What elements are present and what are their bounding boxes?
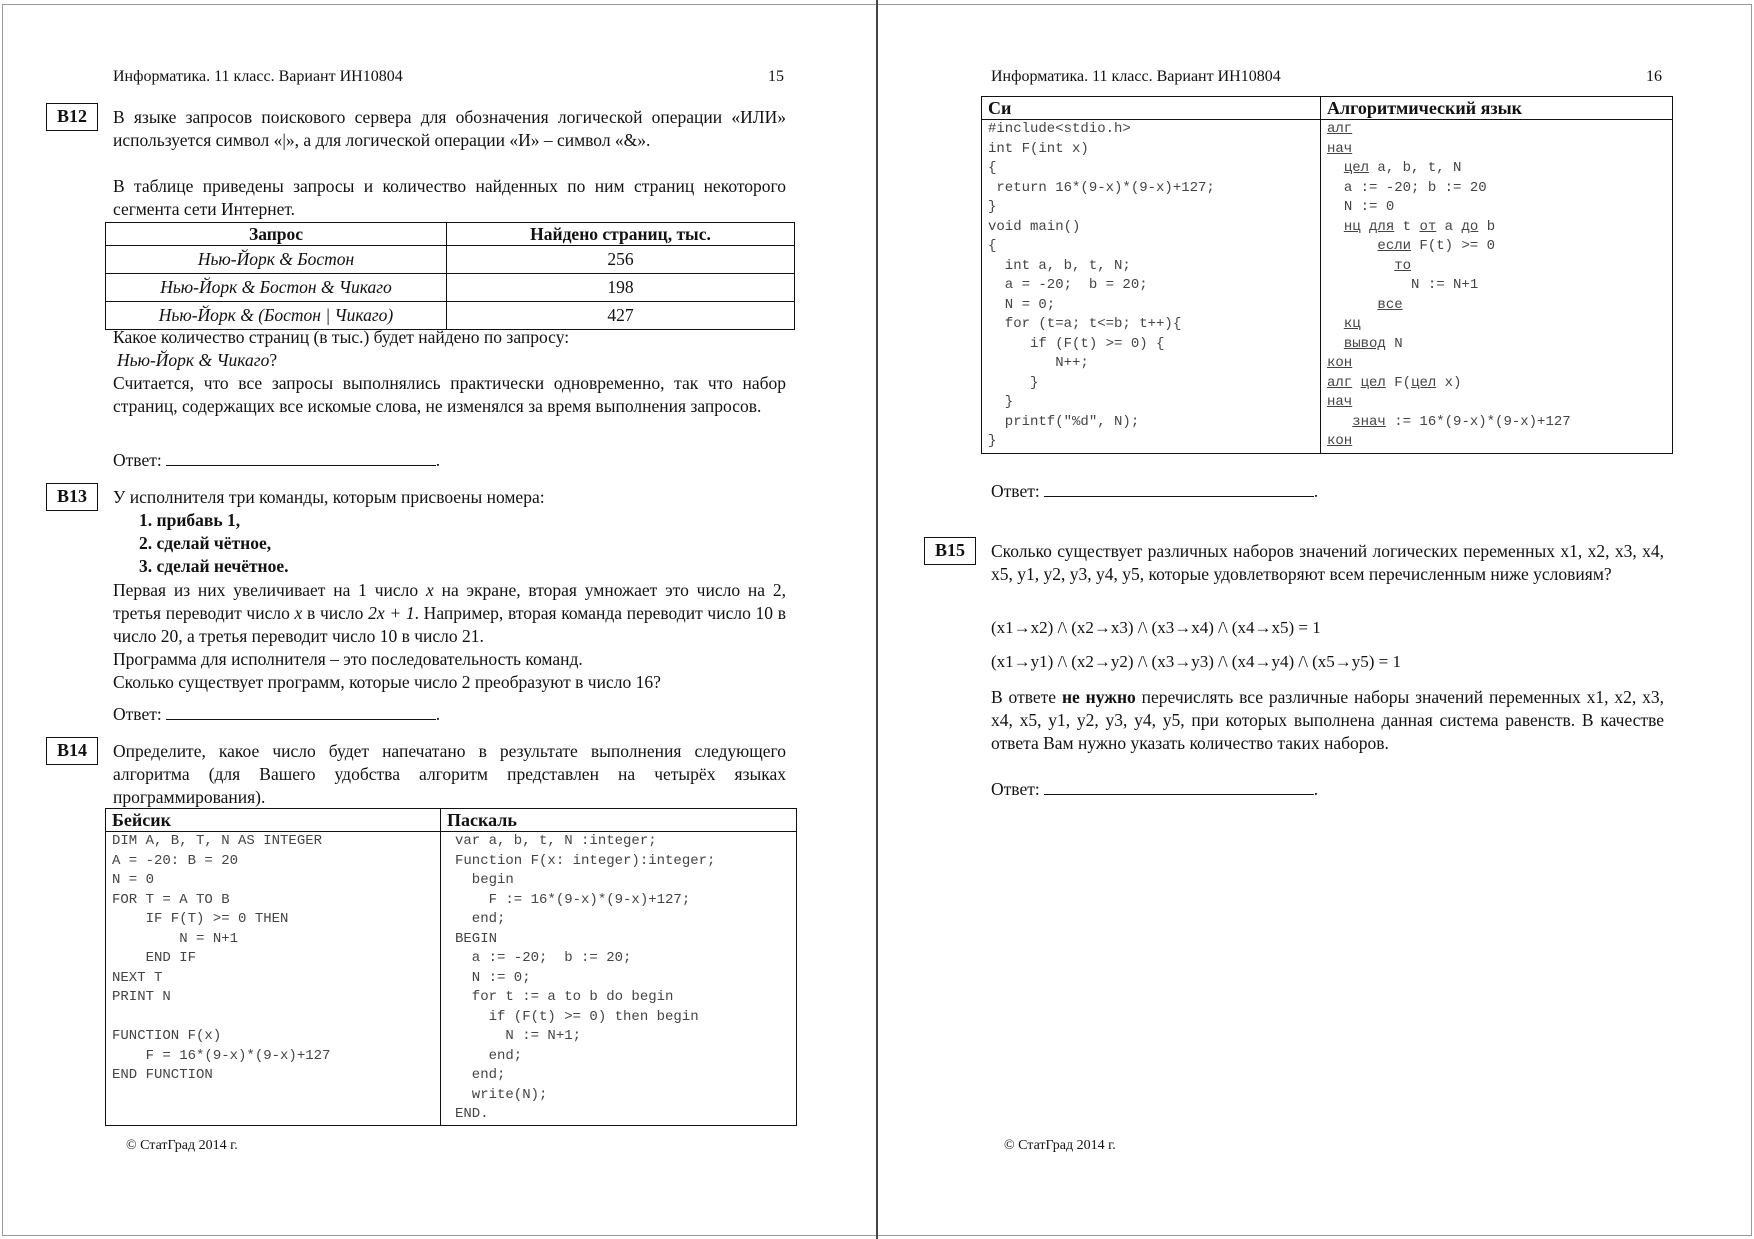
answer-end: .: [435, 704, 441, 724]
query-cell: Нью-Йорк & Бостон & Чикаго: [106, 274, 447, 302]
keyword: нач: [1327, 140, 1353, 157]
count-cell: 256: [447, 246, 795, 274]
header-title: Информатика. 11 класс. Вариант ИН10804: [991, 68, 1281, 85]
page-15: [0, 0, 876, 1239]
code-text: x): [1436, 374, 1462, 391]
keyword: то: [1394, 257, 1412, 274]
b12-query: [117, 349, 277, 372]
page-number: 16: [1646, 68, 1662, 85]
b13-formula: 2x + 1: [368, 603, 415, 623]
query-cell: Нью-Йорк & (Бостон | Чикаго): [106, 302, 447, 330]
answer-line[interactable]: [166, 705, 436, 720]
copyright: © СтатГрад 2014 г.: [126, 1138, 238, 1153]
code-text: := 16*(9-x)*(9-x)+127: [1385, 413, 1571, 430]
b12-question: Какое количество страниц (в тыс.) будет найдено по запросу:: [113, 327, 570, 347]
b15-answer: [991, 779, 1318, 800]
table-row: [106, 246, 795, 274]
keyword: до: [1461, 218, 1479, 235]
basic-code: DIM A, B, T, N AS INTEGER A = -20: B = 20 N = 0 FOR T = A TO B IF F(T) >= 0 THEN N = N+1 END IF NEXT T PRINT N FUNCTION F(x) F = 16*(9-x)*(9-x)+127 END FUNCTION: [106, 832, 441, 1126]
answer-line[interactable]: [1044, 780, 1314, 795]
table-row: [106, 274, 795, 302]
b13-command: 3. сделай нечётное.: [139, 556, 289, 576]
keyword: кц: [1343, 316, 1361, 332]
table-header-row: [106, 223, 795, 246]
code-text: F(: [1385, 374, 1412, 391]
b15-text: [991, 686, 1664, 755]
b15-emphasis: не нужно: [1061, 687, 1136, 707]
task-label-b14: B14: [46, 737, 98, 765]
b13-answer: [113, 704, 440, 725]
page-number: 15: [768, 68, 784, 85]
header-title: Информатика. 11 класс. Вариант ИН10804: [113, 68, 403, 85]
answer-end: .: [435, 450, 441, 470]
page-header: [113, 68, 403, 86]
keyword: цел: [1343, 160, 1370, 176]
answer-end: .: [1313, 481, 1319, 501]
count-cell: 198: [447, 274, 795, 302]
page-16: [878, 0, 1754, 1239]
b12-query-table: [105, 222, 795, 330]
b14-intro: Определите, какое число будет напечатано в результате выполнения следующего алгоритма (для Вашего удобства алгоритм представлен на четырёх языках программирования).: [113, 741, 786, 807]
b12-note: Считается, что все запросы выполнялись практически одновременно, так что набор страниц, содержащих все искомые слова, не изменялся за время выполнения запросов.: [113, 373, 786, 416]
b14-code-table-left: [105, 808, 797, 1126]
b13-desc-part: на экране, вторая умножает это число на 2, третья переводит число: [113, 580, 786, 623]
answer-end: .: [1313, 779, 1319, 799]
column-header: Найдено страниц, тыс.: [447, 223, 795, 246]
b15-equation-1: (x1→x2) /\ (x2→x3) /\ (x3→x4) /\ (x4→x5) = 1: [991, 618, 1321, 637]
b13-description: [113, 579, 786, 648]
table-row: [982, 120, 1673, 454]
b15-intro: Сколько существует различных наборов значений логических переменных x1, x2, x3, x4, x5, y1, y2, y3, y4, y5, которые удовлетворяют всем перечисленным ниже условиям?: [991, 541, 1664, 584]
code-text: F(t) >= 0: [1411, 238, 1496, 254]
pascal-code: var a, b, t, N :integer; Function F(x: integer):integer; begin F := 16*(9-x)*(9-x)+127; end; BEGIN a := -20; b := 20; N := 0; for t := a to b do begin if (F(t) >= 0) then begin N := N+1; end; end; write(N); END.: [441, 832, 797, 1126]
keyword: от: [1419, 218, 1437, 235]
table-header-row: [982, 97, 1673, 120]
table-header-row: [106, 809, 797, 832]
keyword: кон: [1327, 355, 1353, 371]
answer-label: Ответ:: [113, 704, 162, 724]
keyword: нц: [1343, 218, 1361, 235]
b12-query-mark: ?: [269, 350, 278, 370]
b14-code-table-right: [981, 96, 1673, 454]
task-label-b13: B13: [46, 483, 98, 511]
keyword: вывод: [1343, 335, 1386, 352]
task-label-b12: B12: [46, 103, 98, 131]
count-cell: 427: [447, 302, 795, 330]
keyword: алг: [1327, 374, 1353, 391]
b13-text2: Программа для исполнителя – это последовательность команд.: [113, 649, 583, 669]
answer-line[interactable]: [1044, 482, 1314, 497]
query-cell: Нью-Йорк & Бостон: [106, 246, 447, 274]
table-row: [106, 832, 797, 1126]
b12-query-text: Нью-Йорк & Чикаго: [117, 350, 270, 370]
keyword: для: [1369, 218, 1395, 235]
keyword: алг: [1327, 121, 1353, 137]
code-text: a: [1436, 218, 1462, 235]
c-code: #include<stdio.h> int F(int x) { return 16*(9-x)*(9-x)+127; } void main() { int a, b, t, N; a = -20; b = 20; N = 0; for (t=a; t<=b; t++){ if (F(t) >= 0) { N++; } } printf("%d", N); }: [982, 120, 1321, 454]
page-header: [991, 68, 1281, 86]
answer-label: Ответ:: [991, 481, 1040, 501]
b15-equation-2: (x1→y1) /\ (x2→y2) /\ (x3→y3) /\ (x4→y4) /\ (x5→y5) = 1: [991, 652, 1401, 671]
code-text: t: [1394, 218, 1420, 235]
b14-answer: [991, 481, 1318, 502]
b12-answer: [113, 450, 440, 471]
code-text: N := 0: [1343, 199, 1395, 215]
code-text: b: [1478, 218, 1496, 235]
code-text: a := -20; b := 20: [1343, 179, 1487, 196]
keyword: цел: [1360, 374, 1386, 391]
b13-question: Сколько существует программ, которые число 2 преобразуют в число 16?: [113, 672, 661, 692]
copyright: © СтатГрад 2014 г.: [1004, 1138, 1116, 1153]
task-label-b15: B15: [924, 537, 976, 565]
answer-label: Ответ:: [113, 450, 162, 470]
b12-text1: В языке запросов поискового сервера для обозначения логической операции «ИЛИ» используется символ «|», а для логической операции «И» – символ «&».: [113, 107, 786, 150]
code-text: a, b, t, N: [1369, 160, 1462, 176]
keyword: цел: [1411, 374, 1437, 391]
b15-text-part: перечислять все различные наборы значений переменных x1, x2, x3, x4, x5, y1, y2, y3, y4, y5, при которых выполнена данная система равенств. В качестве ответа Вам нужно указать количество таких наборов.: [991, 687, 1664, 753]
b13-var: x: [425, 580, 434, 600]
b13-desc-part: в число: [302, 603, 369, 623]
b13-desc-part: . Например, вторая команда переводит число 10 в число 20, а третья переводит число 10 в число 21.: [113, 603, 787, 646]
b13-command: 1. прибавь 1,: [139, 510, 241, 530]
b13-command: 2. сделай чётное,: [139, 533, 272, 553]
b13-var: x: [294, 603, 303, 623]
column-header: Си: [982, 97, 1321, 120]
keyword: все: [1377, 296, 1403, 313]
b15-text-part: В ответе: [991, 687, 1062, 707]
answer-label: Ответ:: [991, 779, 1040, 799]
b13-intro: У исполнителя три команды, которым присвоены номера:: [113, 487, 545, 507]
column-header: Паскаль: [441, 809, 797, 832]
column-header: Бейсик: [106, 809, 441, 832]
answer-line[interactable]: [166, 451, 436, 466]
algo-code: [1321, 120, 1673, 454]
column-header: Алгоритмический язык: [1321, 97, 1673, 120]
keyword: кон: [1327, 433, 1353, 449]
b12-text2: В таблице приведены запросы и количество найденных по ним страниц некоторого сегмента сети Интернет.: [113, 176, 786, 219]
keyword: если: [1377, 238, 1412, 254]
code-text: N: [1385, 335, 1403, 352]
keyword: знач: [1352, 413, 1386, 430]
b13-desc-part: Первая из них увеличивает на 1 число: [113, 580, 426, 600]
keyword: нач: [1327, 394, 1353, 410]
code-text: N := N+1: [1411, 277, 1479, 293]
column-header: Запрос: [106, 223, 447, 246]
